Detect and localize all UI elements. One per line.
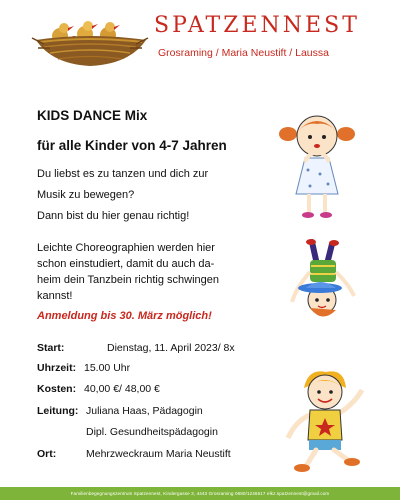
- registration-note: Anmeldung bis 30. März möglich!: [37, 310, 212, 322]
- intro-line: Dann bist du hier genau richtig!: [37, 210, 190, 222]
- place-label: Ort:: [37, 448, 57, 460]
- lead-value: Juliana Haas, Pädagogin: [86, 405, 203, 417]
- intro-line: Du liebst es zu tanzen und dich zur: [37, 168, 209, 180]
- description-line: schon einstudiert, damit du auch da-: [37, 258, 215, 270]
- event-subtitle: für alle Kinder von 4-7 Jahren: [37, 138, 227, 153]
- handstand-kid-icon: [284, 238, 358, 334]
- brand-title: SPATZENNEST: [154, 13, 360, 38]
- intro-line: Musik zu bewegen?: [37, 189, 135, 201]
- start-label: Start:: [37, 342, 65, 354]
- costs-label: Kosten:: [37, 383, 77, 395]
- place-value: Mehrzweckraum Maria Neustift: [86, 448, 231, 460]
- time-label: Uhrzeit:: [37, 362, 77, 374]
- event-title: KIDS DANCE Mix: [37, 108, 148, 123]
- description-line: Leichte Choreographien werden hier: [37, 242, 215, 254]
- lead-label: Leitung:: [37, 405, 79, 417]
- girl-holding-ice-cream-icon: [278, 108, 356, 220]
- bird-nest-logo-icon: [30, 14, 150, 70]
- description-line: heim dein Tanzbein richtig schwingen: [37, 274, 220, 286]
- footer-bar: [0, 487, 400, 500]
- lead-value-qualification: Dipl. Gesundheitspädagogin: [86, 426, 218, 438]
- footer-contact-text: Familienbegegnungszentrum Spatzennest, Kindergasse 3, 4443 Grosraming 0680/1246617 elkz.spatzennest@gmail.com: [70, 491, 330, 496]
- description-line: kannst!: [37, 290, 73, 302]
- jumping-boy-icon: [282, 368, 370, 476]
- time-value: 15.00 Uhr: [84, 362, 131, 374]
- start-value: Dienstag, 11. April 2023/ 8x: [107, 342, 235, 354]
- brand-locations: Grosraming / Maria Neustift / Laussa: [158, 47, 329, 59]
- costs-value: 40,00 €/ 48,00 €: [84, 383, 160, 395]
